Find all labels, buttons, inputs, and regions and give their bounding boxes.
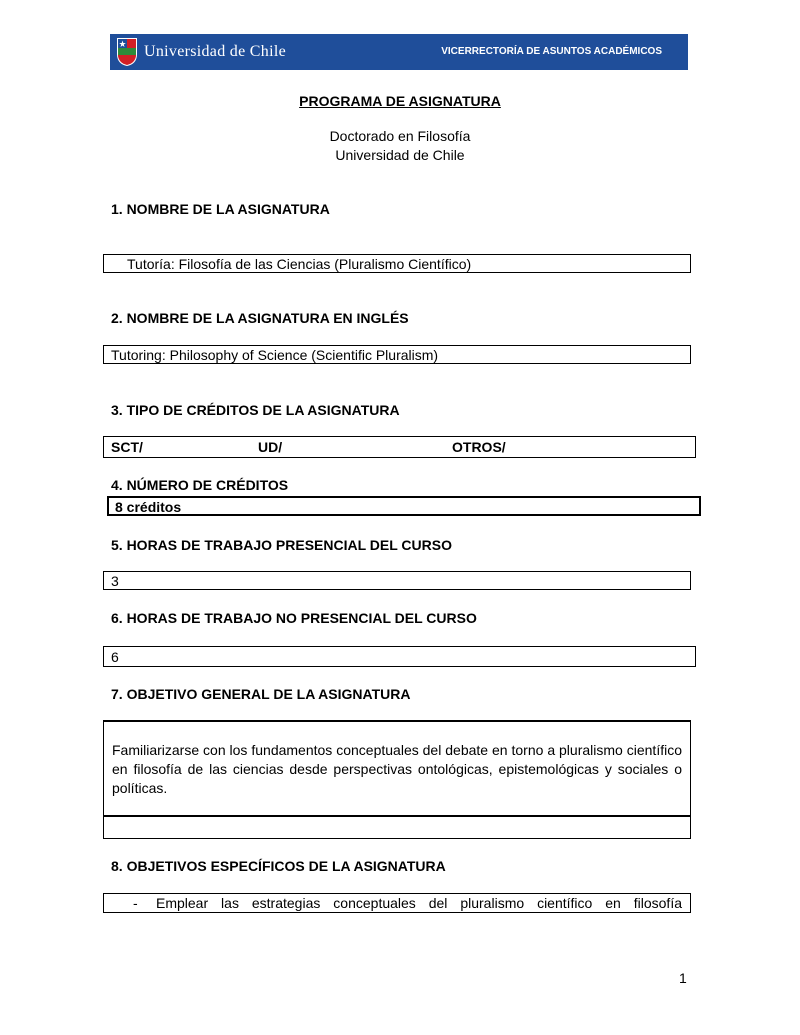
section-5-heading: 5. HORAS DE TRABAJO PRESENCIAL DEL CURSO — [111, 537, 452, 553]
general-objective-text: Familiarizarse con los fundamentos conceptuales del debate en torno a pluralismo científico en filosofía de las ciencias desde perspectivas ontológicas, epistemológicas y sociales o políticas. — [112, 742, 682, 796]
university-name: Universidad de Chile — [144, 43, 286, 60]
specific-objectives-box — [103, 893, 691, 913]
section-7-heading: 7. OBJETIVO GENERAL DE LA ASIGNATURA — [111, 686, 411, 702]
credit-number-box — [107, 496, 701, 516]
section-3-heading: 3. TIPO DE CRÉDITOS DE LA ASIGNATURA — [111, 402, 400, 418]
presential-hours-value: 3 — [111, 573, 119, 589]
credit-number-value: 8 créditos — [115, 499, 182, 515]
section-1-heading: 1. NOMBRE DE LA ASIGNATURA — [111, 201, 330, 217]
course-name-english-value: Tutoring: Philosophy of Science (Scientific Pluralism) — [111, 347, 439, 363]
presential-hours-box — [103, 571, 691, 590]
non-presential-hours-box — [103, 646, 696, 667]
credit-ud-label: UD/ — [258, 439, 283, 455]
general-objective-divider — [104, 815, 690, 817]
section-8-heading: 8. OBJETIVOS ESPECÍFICOS DE LA ASIGNATURA — [111, 858, 446, 874]
page-number: 1 — [679, 970, 687, 986]
vicerrectoria-name: VICERRECTORÍA DE ASUNTOS ACADÉMICOS — [441, 46, 662, 57]
credit-sct-label: SCT/ — [111, 439, 143, 455]
general-objective-box — [103, 720, 691, 839]
specific-objective-bullet: - — [133, 895, 138, 911]
university-crest-icon — [116, 37, 138, 67]
section-2-heading: 2. NOMBRE DE LA ASIGNATURA EN INGLÉS — [111, 310, 409, 326]
section-4-heading: 4. NÚMERO DE CRÉDITOS — [111, 477, 289, 493]
specific-objective-item: Emplear las estrategias conceptuales del pluralismo científico en filosofía — [156, 895, 682, 911]
credit-type-box — [103, 436, 696, 458]
course-name-box — [103, 254, 691, 273]
credit-otros-label: OTROS/ — [452, 439, 506, 455]
course-name-english-box — [103, 345, 691, 364]
document-title: PROGRAMA DE ASIGNATURA — [299, 93, 501, 109]
program-name: Doctorado en Filosofía — [329, 128, 471, 144]
institution-name: Universidad de Chile — [335, 147, 465, 163]
header-banner — [110, 34, 688, 70]
section-6-heading: 6. HORAS DE TRABAJO NO PRESENCIAL DEL CURSO — [111, 610, 477, 626]
non-presential-hours-value: 6 — [111, 649, 119, 665]
course-name-value: Tutoría: Filosofía de las Ciencias (Pluralismo Científico) — [127, 256, 472, 272]
